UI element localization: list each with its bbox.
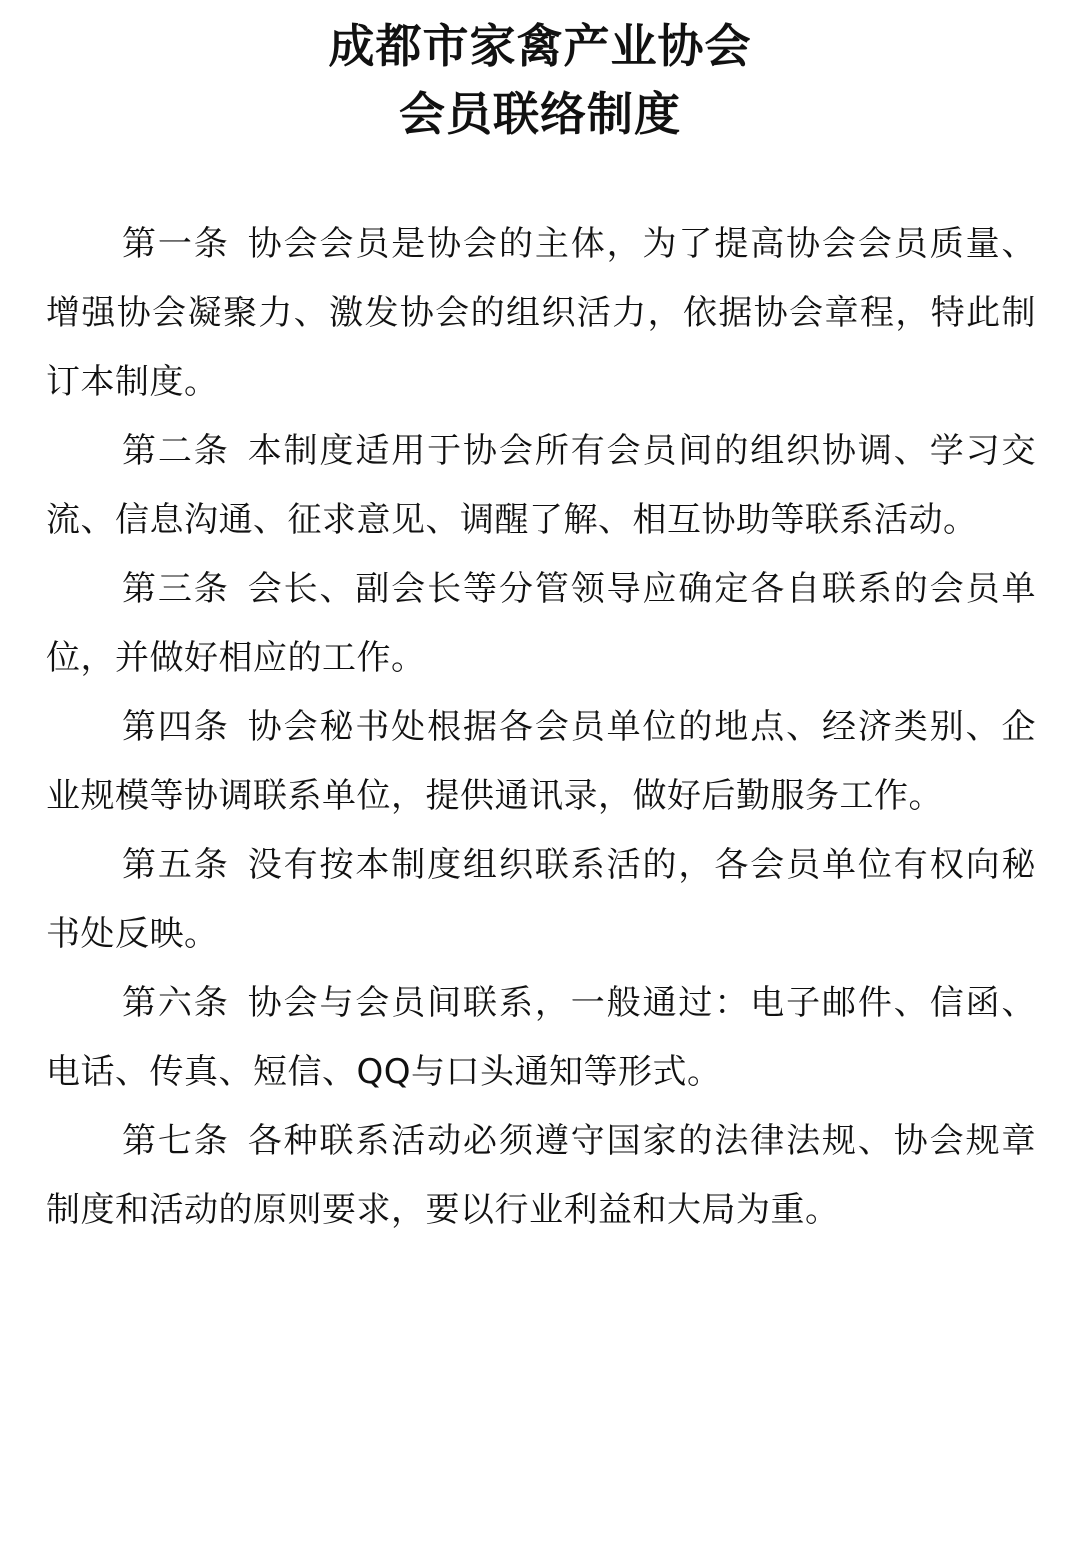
article-1 <box>46 210 1036 417</box>
article-text: 会长、副会长等分管领导应确定各自联系的会员单位，并做好相应的工作。 <box>46 569 1036 678</box>
article-number: 第一条 <box>122 224 230 264</box>
article-number: 第七条 <box>122 1121 230 1161</box>
article-number: 第三条 <box>122 569 230 609</box>
article-7 <box>46 1107 1036 1245</box>
article-3 <box>46 555 1036 693</box>
article-2 <box>46 417 1036 555</box>
article-text: 本制度适用于协会所有会员间的组织协调、学习交流、信息沟通、征求意见、调醒了解、相互协助等联系活动。 <box>46 431 1036 540</box>
article-text: 协会会员是协会的主体，为了提高协会会员质量、增强协会凝聚力、激发协会的组织活力，依据协会章程，特此制订本制度。 <box>46 224 1036 402</box>
article-text: 没有按本制度组织联系活的，各会员单位有权向秘书处反映。 <box>46 845 1036 954</box>
article-6 <box>46 969 1036 1107</box>
document-body <box>46 210 1036 1245</box>
article-number: 第五条 <box>122 845 230 885</box>
article-5 <box>46 831 1036 969</box>
article-text: 协会秘书处根据各会员单位的地点、经济类别、企业规模等协调联系单位，提供通讯录，做好后勤服务工作。 <box>46 707 1036 816</box>
article-number: 第六条 <box>122 983 230 1023</box>
article-number: 第四条 <box>122 707 230 747</box>
article-text: 各种联系活动必须遵守国家的法律法规、协会规章制度和活动的原则要求，要以行业利益和大局为重。 <box>46 1121 1036 1230</box>
article-4 <box>46 693 1036 831</box>
article-text: 协会与会员间联系，一般通过：电子邮件、信函、电话、传真、短信、QQ与口头通知等形式。 <box>46 983 1036 1092</box>
document-title-line2: 会员联络制度 <box>399 87 681 141</box>
document-title-line1: 成都市家禽产业协会 <box>328 19 752 73</box>
article-number: 第二条 <box>122 431 230 471</box>
